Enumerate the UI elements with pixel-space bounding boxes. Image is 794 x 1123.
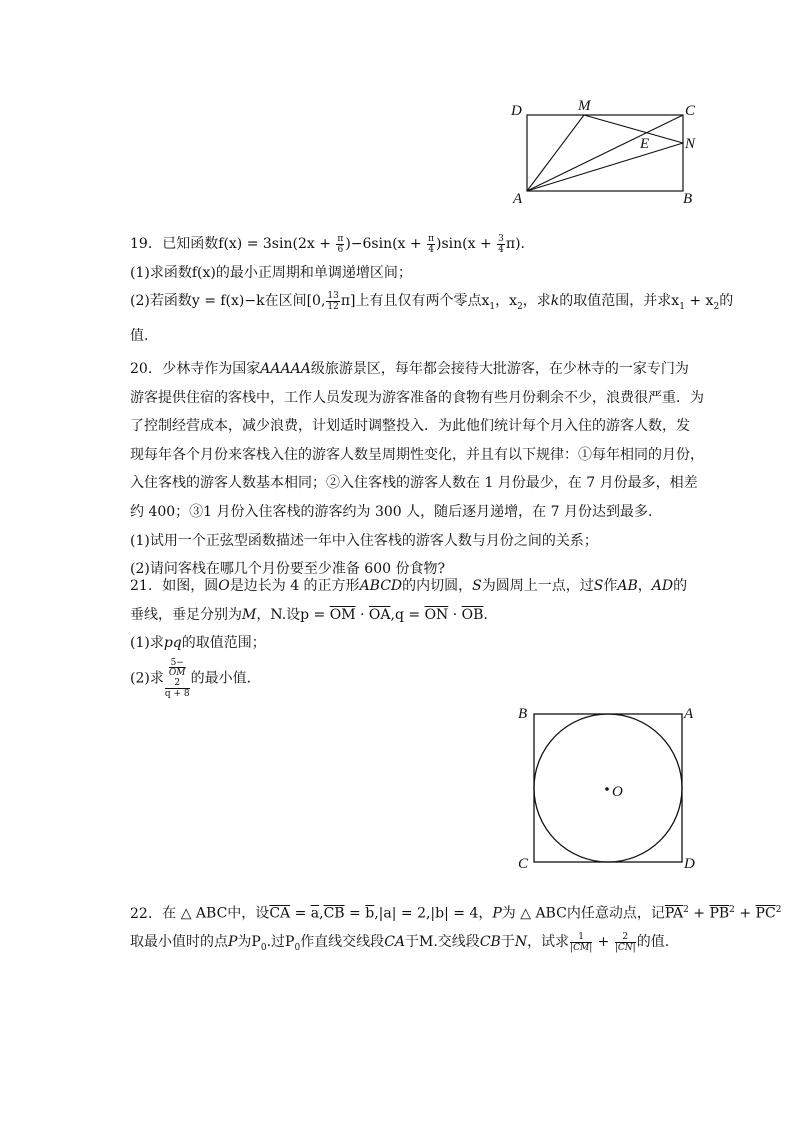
q21-number: 21. (130, 578, 153, 594)
segment-AN (527, 143, 683, 191)
square-figure-svg (512, 700, 704, 875)
q19-part2: (2)若函数y = f(x)−k在区间[0, $\frac{13}{12}$ π]上有且仅有两个零点$x_1$，$x_2$，求k的取值范围，并求$x_1 + x_2$的 (130, 290, 734, 312)
label-D: D (684, 856, 695, 872)
q21-part2: (2)求 5− $\overline{OM}$ 2 q + 8 的最小值. (130, 657, 252, 699)
question-22 (130, 896, 782, 963)
q20-line3: 了控制经营成本，减少浪费，计划适时调整投入．为此他们统计每个月入住的游客人数，发 (130, 418, 690, 435)
q22-line1: 22. 在 △ ABC中，设$\overline{CA} = \overline{a},\overline{CB} = \overline{b},|a| = 2,|b| = 4$，P为 △ ABC内任意动点，记$\overline{PA}^2 + \overline{PB}^2 + \overline{PC}^2$ (130, 896, 698, 928)
q22-line2: 取最小值时的点P为$P_0$.过$P_0$作直线交线段CA于M.交线段CB于N，试求 $\frac{1}{|CM|}$ + $\frac{2}{|CN|}$ 的值. (130, 931, 670, 954)
label-B: B (683, 191, 693, 207)
frac-1-CM: $\frac{1}{|CM|}$ (570, 931, 593, 953)
label-C: C (685, 103, 696, 119)
q19-stem-mid2: )sin(x + (436, 236, 497, 252)
rectangle-figure-svg (505, 95, 705, 210)
q19-part2-cont: 值. (130, 327, 149, 344)
label-C: C (518, 856, 529, 872)
frac-13-12: $\frac{13}{12}$ (327, 290, 339, 312)
label-B: B (518, 706, 528, 722)
q21-part1: (1)求pq的取值范围； (130, 635, 266, 652)
frac-q21: 5− $\overline{OM}$ 2 q + 8 (164, 657, 190, 699)
q19-number: 19. (130, 236, 153, 252)
q19-stem-prefix: 已知函数f(x) = 3sin(2x + (162, 236, 336, 252)
q21-line2: 垂线，垂足分别为M，N.设$p = \overline{OM} \cdot \overline{OA},q = \overline{ON} \cdot \overline{OB}$. (130, 606, 488, 623)
label-E: E (640, 136, 650, 152)
q19-stem-mid: )−6sin(x + (345, 236, 427, 252)
label-A: A (684, 706, 694, 722)
segment-AM (527, 115, 584, 191)
label-M: M (578, 98, 591, 114)
rectangle-figure (505, 95, 705, 210)
q20-line1: 20. 少林寺作为国家AAAAA级旅游景区，每年都会接待大批游客，在少林寺的一家专门为 (130, 355, 698, 384)
label-D: D (511, 103, 522, 119)
label-A: A (513, 191, 523, 207)
q20-part1: (1)试用一个正弦型函数描述一年中入住客栈的游客人数与月份之间的关系； (130, 532, 598, 549)
frac-3-4: $\frac{3}{4}$ (498, 233, 504, 255)
segment-AC (527, 115, 683, 191)
q20-line4: 现每年各个月份来客栈入住的游客人数呈周期性变化，并且有以下规律：①每年相同的月份， (130, 446, 704, 463)
frac-pi-6: $\frac{\pi}{6}$ (337, 233, 344, 255)
label-N: N (685, 136, 696, 152)
q19-stem-end: π). (505, 236, 526, 252)
q19-stem (130, 230, 698, 259)
q20-line5: 入住客栈的游客人数基本相同；②入住客栈的游客人数在 1 月份最少，在 7 月份最多，相差 (130, 475, 698, 492)
label-O: O (612, 784, 623, 800)
q20-number: 20. (130, 361, 153, 377)
center-point (605, 787, 609, 791)
q20-line2: 游客提供住宿的客栈中，工作人员发现为游客准备的食物有些月份剩余不少，浪费很严重．为 (130, 389, 704, 406)
q22-number: 22. (130, 905, 153, 922)
q20-line6: 约 400；③1 月份入住客栈的游客约为 300 人，随后逐月递增，在 7 月份达到最多． (130, 503, 662, 520)
q20-part2: (2)请问客栈在哪几个月份要至少准备 600 份食物? (130, 561, 445, 578)
frac-pi-4: $\frac{\pi}{4}$ (428, 233, 435, 255)
question-20 (130, 355, 704, 584)
question-21 (130, 572, 698, 699)
question-19 (130, 230, 734, 350)
square-figure (512, 700, 704, 875)
frac-2-CN: $\frac{2}{|CN|}$ (614, 931, 636, 953)
q21-line1: 21. 如图，圆O是边长为 4 的正方形ABCD的内切圆，S为圆周上一点，过S作AB，AD的 (130, 572, 698, 601)
q19-part1: (1)求函数f(x)的最小正周期和单调递增区间； (130, 264, 412, 281)
